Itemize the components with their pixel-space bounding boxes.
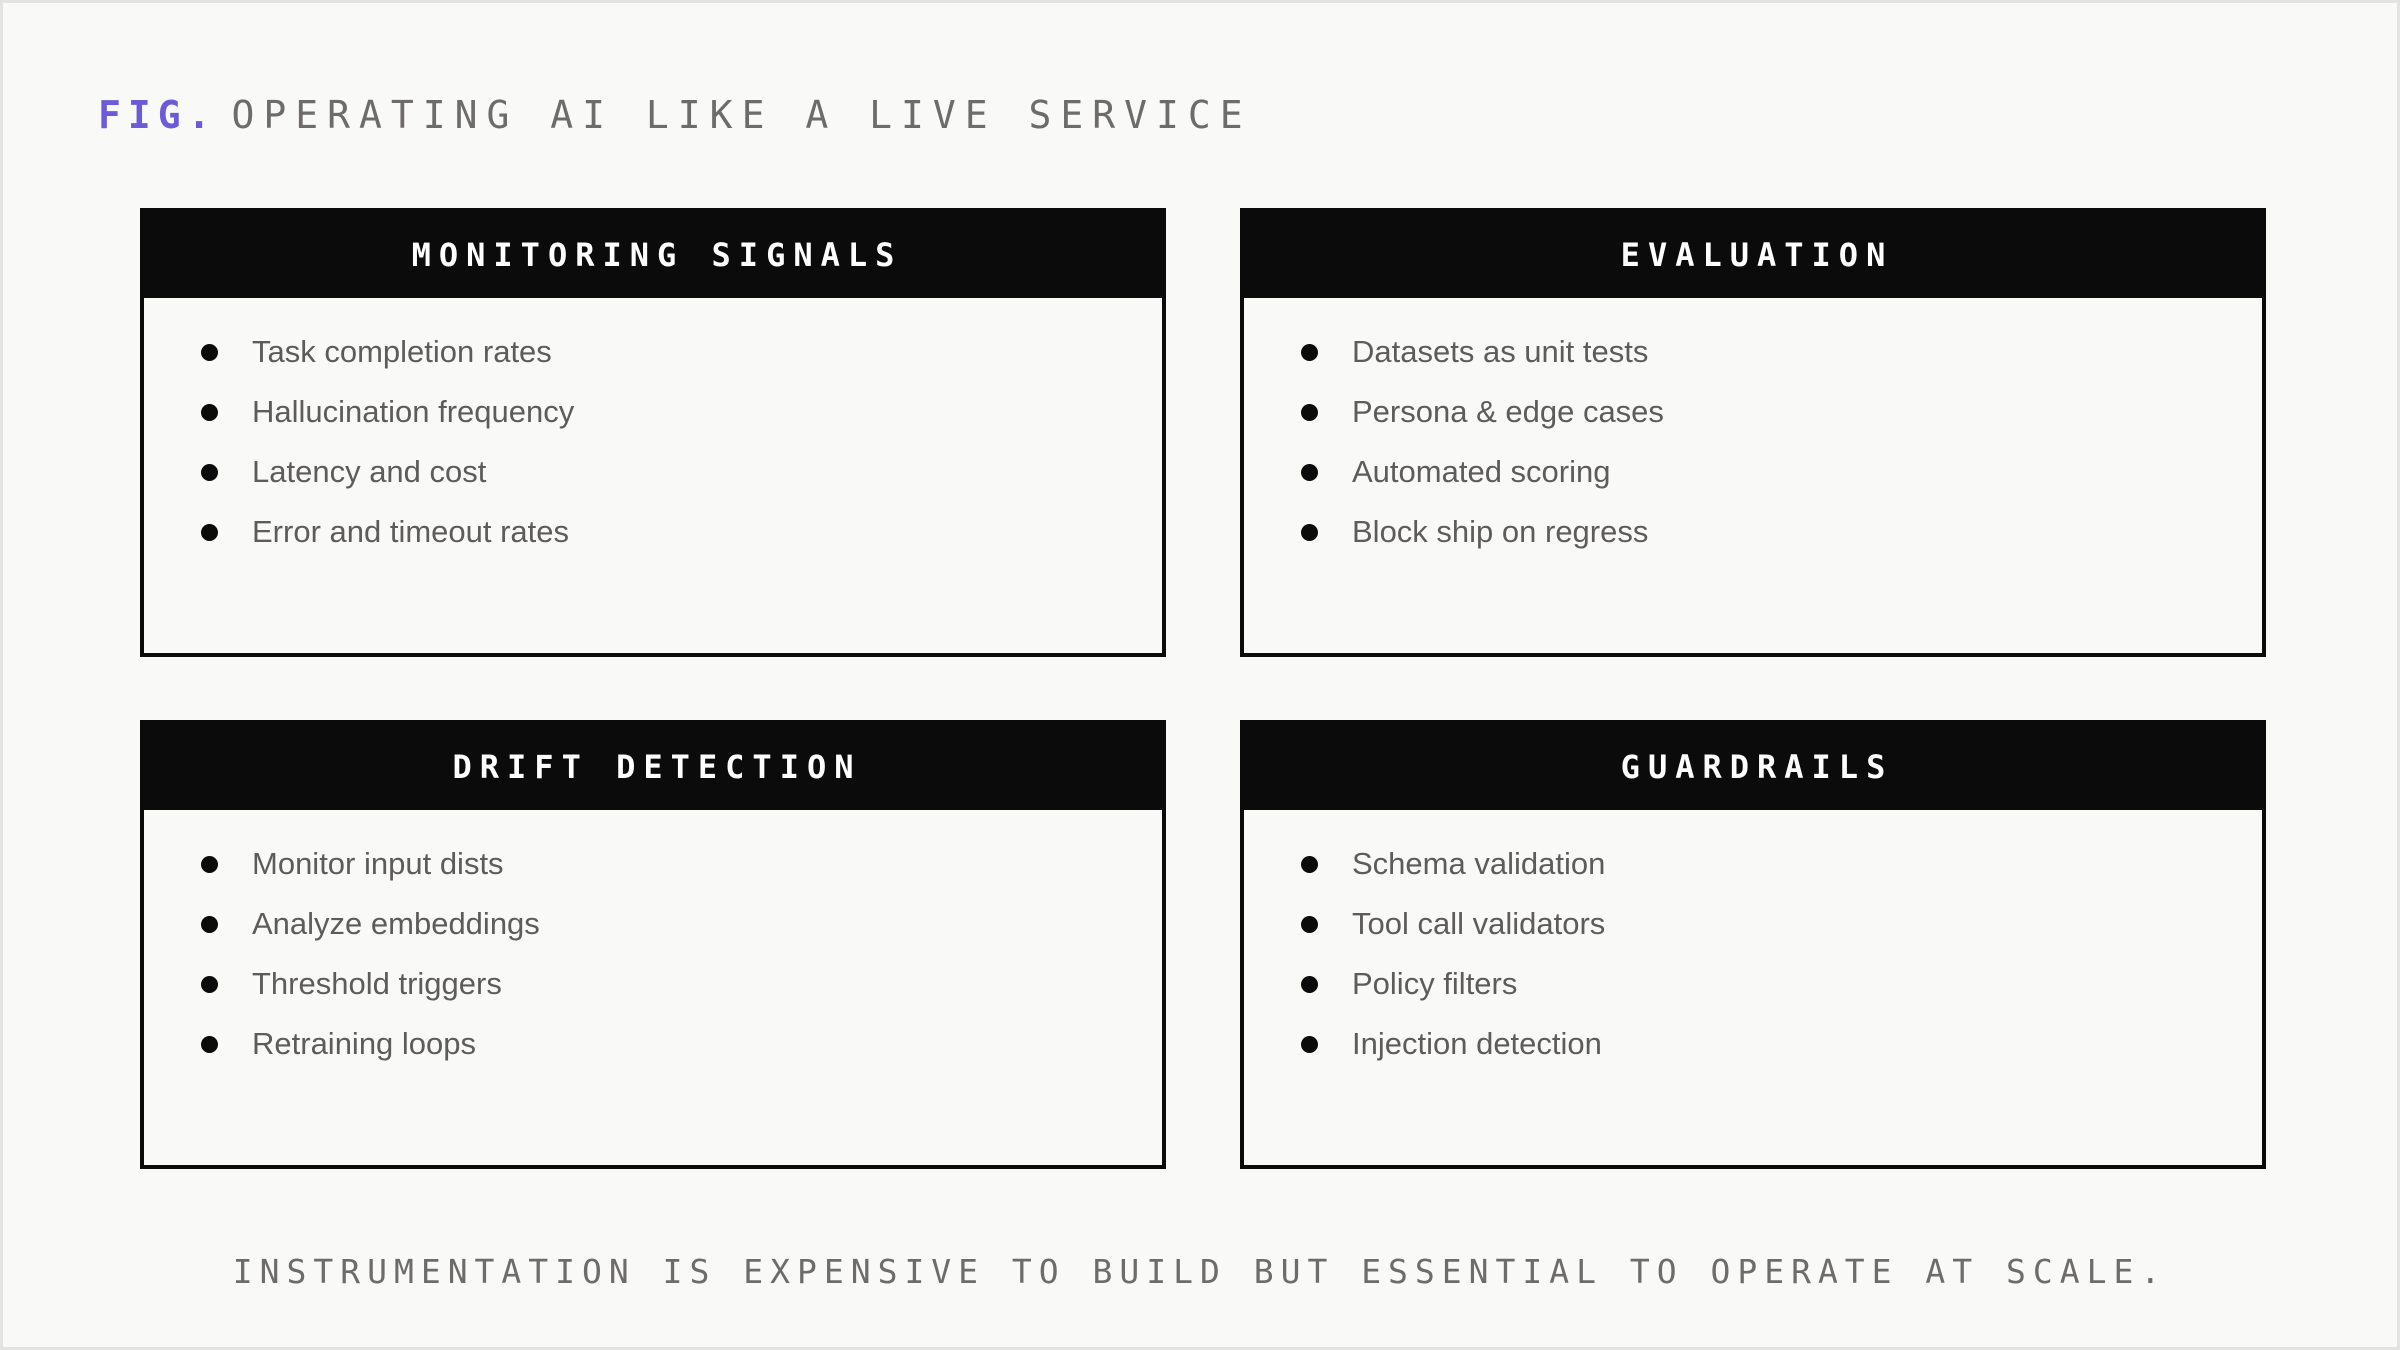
list-item (1301, 966, 2262, 1026)
figure-title-text: OPERATING AI LIKE A LIVE SERVICE (231, 93, 1252, 137)
list-item (1301, 454, 2262, 514)
bullet-icon (1301, 524, 1318, 541)
card-header: DRIFT DETECTION (144, 724, 1162, 810)
list-item (201, 334, 1162, 394)
card-drift-detection (140, 720, 1166, 1169)
list-item (1301, 1026, 2262, 1086)
bullet-icon (201, 976, 218, 993)
list-item-text: Retraining loops (252, 1026, 477, 1061)
list-item-text: Persona & edge cases (1352, 394, 1664, 429)
list-item (201, 846, 1162, 906)
card-list (1244, 810, 2262, 1086)
bullet-icon (1301, 464, 1318, 481)
figure-title (98, 87, 1252, 143)
list-item-text: Hallucination frequency (252, 394, 575, 429)
list-item (201, 514, 1162, 574)
bullet-icon (201, 464, 218, 481)
bullet-icon (201, 1036, 218, 1053)
bullet-icon (201, 344, 218, 361)
list-item-text: Analyze embeddings (252, 906, 540, 941)
list-item-text: Automated scoring (1352, 454, 1611, 489)
bullet-icon (1301, 856, 1318, 873)
bullet-icon (1301, 1036, 1318, 1053)
card-evaluation (1240, 208, 2266, 657)
list-item (1301, 394, 2262, 454)
footer-caption: INSTRUMENTATION IS EXPENSIVE TO BUILD BUT ESSENTIAL TO OPERATE AT SCALE. (232, 1252, 2168, 1291)
list-item-text: Monitor input dists (252, 846, 504, 881)
list-item (201, 966, 1162, 1026)
list-item-text: Tool call validators (1352, 906, 1606, 941)
card-header: EVALUATION (1244, 212, 2262, 298)
figure-label: FIG. (98, 93, 218, 137)
list-item (201, 906, 1162, 966)
card-list (144, 298, 1162, 574)
card-list (1244, 298, 2262, 574)
list-item-text: Policy filters (1352, 966, 1518, 1001)
list-item-text: Datasets as unit tests (1352, 334, 1649, 369)
bullet-icon (1301, 916, 1318, 933)
list-item-text: Block ship on regress (1352, 514, 1649, 549)
bullet-icon (201, 856, 218, 873)
card-list (144, 810, 1162, 1086)
bullet-icon (1301, 404, 1318, 421)
list-item (1301, 334, 2262, 394)
list-item-text: Injection detection (1352, 1026, 1602, 1061)
bullet-icon (201, 524, 218, 541)
list-item (201, 1026, 1162, 1086)
card-guardrails (1240, 720, 2266, 1169)
list-item-text: Schema validation (1352, 846, 1606, 881)
bullet-icon (201, 916, 218, 933)
list-item-text: Threshold triggers (252, 966, 502, 1001)
card-monitoring-signals (140, 208, 1166, 657)
list-item (1301, 846, 2262, 906)
list-item-text: Error and timeout rates (252, 514, 570, 549)
list-item (1301, 514, 2262, 574)
bullet-icon (1301, 344, 1318, 361)
list-item-text: Latency and cost (252, 454, 487, 489)
list-item (1301, 906, 2262, 966)
list-item (201, 454, 1162, 514)
bullet-icon (1301, 976, 1318, 993)
list-item-text: Task completion rates (252, 334, 552, 369)
list-item (201, 394, 1162, 454)
bullet-icon (201, 404, 218, 421)
card-header: GUARDRAILS (1244, 724, 2262, 810)
card-header: MONITORING SIGNALS (144, 212, 1162, 298)
